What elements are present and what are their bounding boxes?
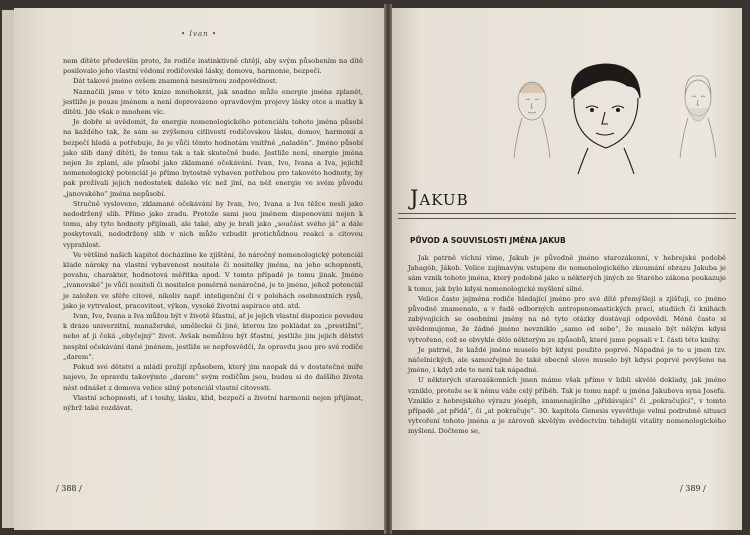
paragraph: Jak patrně víchni víme, Jakub je původně jméno starozákonní, v hebrejské podobě Jahagób, Jákob. Velice zajímavým vstupem do nomenologického zkoumání obrazu Jakuba je sám vznik tohoto jména, který podobně jako u některých jiných ze Starého zákona poukazuje k tomu, jak bylo kdysi nomenologické myšlení silné. [408,254,726,293]
paragraph: Vlastní schopnosti, ať i touhy, lásku, klid, bezpečí a životní harmonii nejen přijímat, nýbrž také rozdávat. [63,393,363,412]
divider [398,218,736,219]
paragraph: Ivan, Ivo, Ivana a Iva můžou být v životě šťastní, ať je jejich vlastní dispozice povedou k dráze univerzitní, manažerské, umělecké či jiné, kterou lze pokládat za „prestižní“, nebo ať ji čeká „obyčejný“ život. Avšak nemůžou být šťastní, jestliže jim jejich dětství nesplní očekávání dané jménem, jestliže se nepřesvědčí, že opravdu jsou pro své rodiče „darem“. [63,312,363,361]
left-page-body [63,56,363,413]
paragraph: Dát takové jméno ovšem znamená nesmírnou zodpovědnost. [73,77,278,86]
paragraph: Velice často jejména rodiče hledající jméno pro své dítě přemýšlejí a zjišťují, co jméno původně znamenalo, a v řadě odborných antroponomastických prací, studiích či knihách zabývajících se osobními jmény na ně tyto otázky dostávají odpovědi. Méně často si uvědomujeme, že žádné jméno nevzniklo „samo od sebe“, že muselo být někým kdysi vytvořeno, což se obvykle dělo některým ze způsobů, které jsme popsali v I. části této knihy. [408,294,726,344]
section-heading: PŮVOD A SOUVISLOSTI JMÉNA JAKUB [410,236,566,245]
face-left-icon [514,82,550,158]
chapter-title: Jakub [410,186,469,210]
paragraph: U některých starozákonních jmen máme však přímo v bibli skvělé doklady, jak jméno vzniklo, protože se k němu váže celý příběh. Tak je tomu např. u jména Jakubova syna Josefa. Vzniklo z hebrejského výrazu jóséph, znamenajícího „přidávající“ či „pokračující“, v tomto případě „at přidá“, či „at pokračuje“. 30. kapitola Genesis vysvětluje velmi podrobně situaci vytvoření tohoto jména a je zároveň skvělým svědectvím tehdejší vitality nomenologického myšlení. Dočteme se, [408,376,726,436]
book-gutter [384,4,392,534]
right-page-body [408,253,726,437]
running-head: • Ivan • [180,30,218,38]
paragraph: Je patrné, že každé jméno muselo být kdysi použito poprvé. Nápadné je to u jmen tzv. náčelnických, ale samozřejmě že také obecně slovo muselo být kdysi poprvé povýšeno na jméno, i když zde to není tak nápadné. [408,345,726,375]
paragraph: Pokud své dětství a mládí prožijí způsobem, který jim naopak dá v dostatečné míře najevo, že opravdu takovýmto „darem“ svým rodičům jsou, budou si do dalšího života nést odnášet z domova velice silný potenciál vlastní citovosti. [63,363,363,392]
page-edges [2,10,14,528]
paragraph: Ve většině našich kapitol docházíme ke zjištění, že náročný nomenologický potenciál klade nároky na vlastní vybavenost nositele či nositelky jména, na jeho schopnosti, povahu, charakter, hodnotová měřítka apod. V tomto případě je tomu jinak. Jméno „ivanovské“ je vůči nositeli či nositelce poměrně nenáročné, je to jméno, jehož potenciál je založen ve sféře citové, nikoliv např. inteligenční či v polohách osobnostních rysů, jako je vytrvalost, pracovitost, výkon, vysoké životní aspirace atd. atd. [63,250,363,310]
face-main-icon [572,64,640,174]
page-number-left: / 388 / [56,484,82,493]
face-right-icon [680,76,716,158]
paragraph: Je dobře si uvědomit, že energie nomenologického potenciálu tohoto jména působí na každého tak, že sám se zvýšenou citlivostí rodičovskou lásku, domov, harmonii a bezpečí hledá a potřebuje, že je vůči těmto hodnotám vnitřně „naladěn“. Jméno působí jako slib daný dítěti, že tomu tak a tak skutečně bude. Jestliže není, energie jména nejen že zplaní, ale působí jako zklamané očekávání. Ivan, Ivo, Ivana a Iva, jejichž nomenologický potenciál je přímo bytostně vybaven potřebou pro takovéto hodnoty, by pak prožívali jejich nedostatek daleko víc než jiní, na něž energie ve svém původu „janovského“ jména nepůsobí. [63,118,363,198]
portrait-illustration [500,56,730,176]
paragraph: nem dítěte především proto, že rodiče instinktivně chtějí, aby svým působením na dítě posilovalo jeho vlastní vědomí rodičovské lásky, domova, harmonie, bezpečí. [63,57,363,76]
divider [398,213,736,214]
page-number-right: / 389 / [680,484,706,493]
paragraph: Naznačili jsme v této knize mnohokrát, jak snadno může energie jména zplanět, jestliže je pouze jménem a není doprovázeno opravdovým projevy lásky otce a matky k dítěti. Jde však o mnohem víc. [63,87,363,117]
paragraph: Stručně vysloveno, zklamané očekávání by Ivan, Ivo, Ivana a Iva těžce nesli jako nedodržený slib. Přímo jako zradu. Protože sami jsou jménem disponováni nejen k tomu, aby tyto hodnoty přijímali, ale také, aby je brali jako „součást svého já“ a dále poskytovali, nedodržený slib v nich může vzbudit protichůdnou reakci a citovou vyprahlost. [63,199,363,249]
